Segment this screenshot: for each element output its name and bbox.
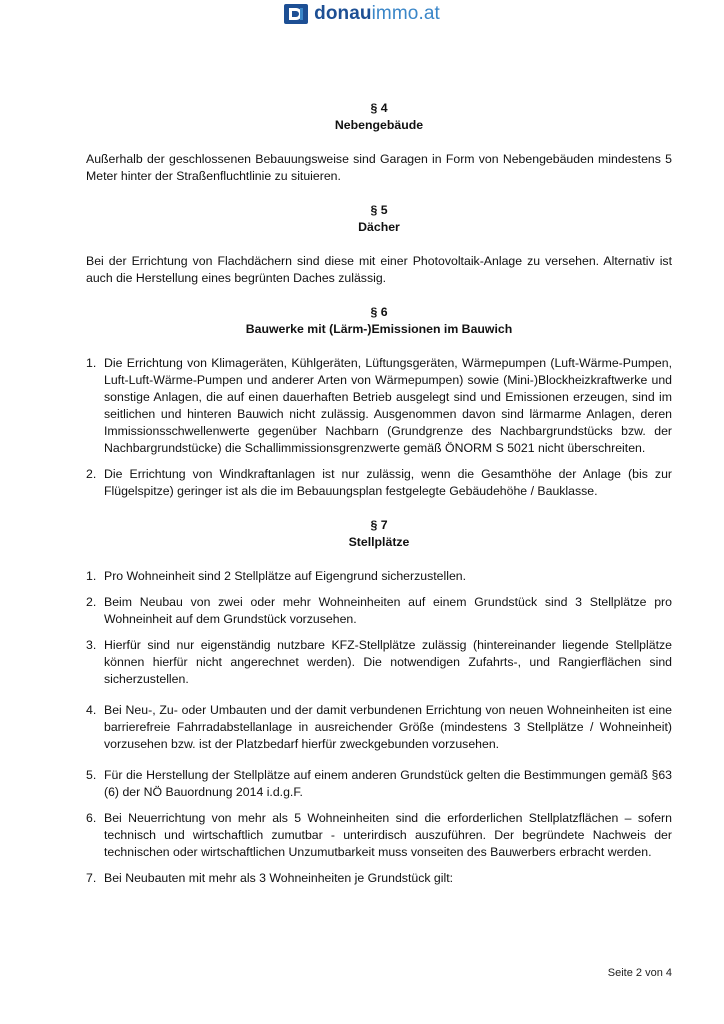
donauimmo-logo-icon — [284, 4, 308, 24]
section-6 — [86, 304, 672, 500]
numbered-list — [86, 355, 672, 500]
list-item-text: Für die Herstellung der Stellplätze auf einem anderen Grundstück gelten die Bestimmungen gemäß §63 (6) der NÖ Bauordnung 2014 i.d.g.F. — [104, 768, 672, 799]
list-item-text: Die Errichtung von Klimageräten, Kühlgeräten, Lüftungsgeräten, Wärmepumpen (Luft-Wärme-Pumpen, Luft-Luft-Wärme-Pumpen und anderer Arten von Wärmepumpen) sowie (Mini-)Blockheizkraftwerke und sonstige Anlagen, die auf einen dauerhaften Betrieb ausgelegt sind und Emissionen erzeugen, sind im seitlichen und hinteren Bauwich nicht zulässig. Ausgenommen davon sind lärmarme Anlagen, deren Immissionsschwellenwerte gegenüber Nachbarn (Grundgrenze des Nachbargrundstücks bzw. der Nachbargrundstücke) die Schallimmissionsgrenzwerte gemäß ÖNORM S 5021 nicht überschreiten. — [104, 356, 672, 455]
logo-part-immo: immo.at — [371, 3, 440, 24]
list-item-text: Die Errichtung von Windkraftanlagen ist nur zulässig, wenn die Gesamthöhe der Anlage (bis zur Flügelspitze) geringer ist als die im Bebauungsplan festgelegte Gebäudehöhe / Bauklasse. — [104, 467, 672, 498]
section-number: § 4 — [370, 101, 388, 115]
list-item-text: Bei Neu-, Zu- oder Umbauten und der damit verbundenen Errichtung von neuen Wohneinheiten ist eine barrierefreie Fahrradabstellanlage in ausreichender Größe (mindestens 3 Stellplätze / Wohneinheit) vorzusehen bzw. ist der Platzbedarf hierfür zweckgebunden vorzusehen. — [104, 703, 672, 751]
list-item-number: 3. — [86, 638, 97, 652]
list-item-number: 1. — [86, 356, 97, 370]
section-title: Dächer — [358, 220, 400, 234]
list-item-number: 6. — [86, 811, 97, 825]
list-item — [86, 594, 672, 628]
section-title: Nebengebäude — [334, 118, 424, 132]
list-item-number: 5. — [86, 768, 97, 782]
section-number: § 5 — [370, 203, 388, 217]
section-number: § 6 — [370, 305, 388, 319]
list-item — [86, 702, 672, 753]
list-item — [86, 637, 672, 688]
document-body — [86, 100, 672, 887]
numbered-list — [86, 568, 672, 887]
list-item-number: 2. — [86, 595, 97, 609]
list-item — [86, 870, 672, 887]
list-item-number: 1. — [86, 569, 97, 583]
list-item-text: Hierfür sind nur eigenständig nutzbare KFZ-Stellplätze zulässig (hintereinander liegende Stellplätze können hierfür nicht angerechnet werden). Die notwendigen Zufahrts-, und Rangierflächen sind sicherzustellen. — [104, 638, 672, 686]
logo-part-donau: donau — [314, 3, 372, 24]
section-paragraph: Außerhalb der geschlossenen Bebauungsweise sind Garagen in Form von Nebengebäuden mindestens 5 Meter hinter der Straßenfluchtlinie zu situieren. — [86, 152, 672, 183]
logo-wordmark — [314, 4, 440, 24]
list-item-number: 4. — [86, 703, 97, 717]
list-item-text: Pro Wohneinheit sind 2 Stellplätze auf Eigengrund sicherzustellen. — [104, 569, 467, 583]
list-item-text: Bei Neuerrichtung von mehr als 5 Wohneinheiten sind die erforderlichen Stellplatzflächen – sofern technisch und wirtschaftlich zumutbar - unterirdisch auszuführen. Der begründete Nachweis der technischen oder wirtschaftlichen Unzumutbarkeit muss vonseiten des Bauwerbers erbracht werden. — [104, 811, 672, 859]
list-item — [86, 767, 672, 801]
list-item — [86, 810, 672, 861]
list-item — [86, 355, 672, 457]
page-number: Seite 2 von 4 — [607, 967, 672, 979]
list-item-text: Bei Neubauten mit mehr als 3 Wohneinheiten je Grundstück gilt: — [104, 871, 454, 885]
section-title: Bauwerke mit (Lärm-)Emissionen im Bauwich — [245, 322, 513, 336]
section-number: § 7 — [370, 518, 388, 532]
list-item — [86, 466, 672, 500]
list-item-number: 7. — [86, 871, 97, 885]
section-title: Stellplätze — [348, 535, 410, 549]
site-logo — [0, 4, 724, 24]
section-4 — [86, 100, 672, 185]
list-item-text: Beim Neubau von zwei oder mehr Wohneinheiten auf einem Grundstück sind 3 Stellplätze pro Wohneinheit auf dem Grundstück vorzusehen. — [104, 595, 672, 626]
list-item-number: 2. — [86, 467, 97, 481]
list-item — [86, 568, 672, 585]
section-paragraph: Bei der Errichtung von Flachdächern sind diese mit einer Photovoltaik-Anlage zu versehen. Alternativ ist auch die Herstellung eines begrünten Daches zulässig. — [86, 254, 672, 285]
section-7 — [86, 517, 672, 887]
section-5 — [86, 202, 672, 287]
